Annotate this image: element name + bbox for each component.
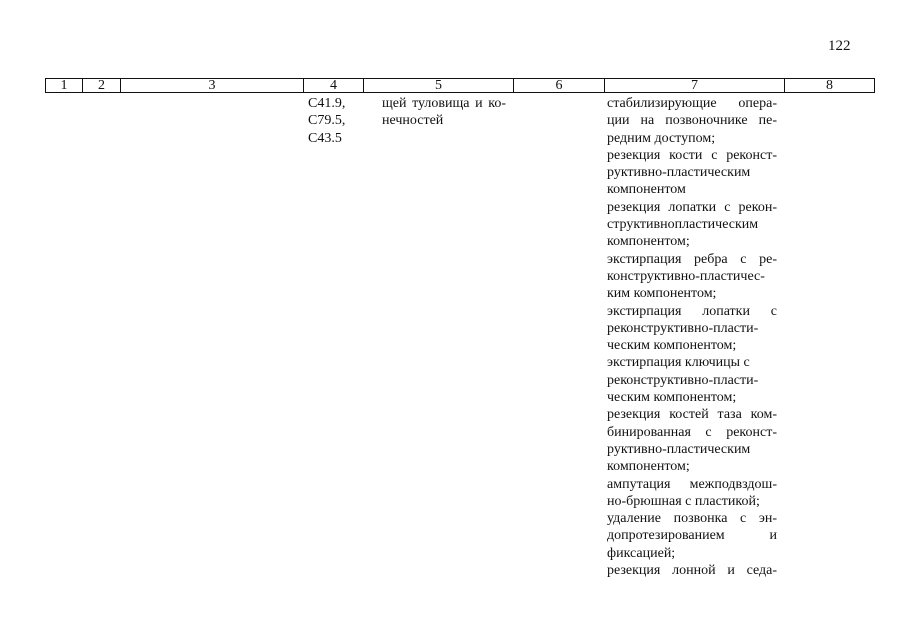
column-7-line: конструктивно-пластичес- — [607, 268, 765, 284]
column-7-line: компонентом; — [607, 459, 690, 475]
column-7-line: реконструктивно-пласти- — [607, 320, 759, 336]
column-7-line: руктивно-пластическим — [607, 441, 751, 457]
column-4-line: C41.9, — [308, 96, 346, 111]
column-7-line: ческим компонентом; — [607, 390, 737, 406]
column-7-line: экстирпация лопатки с — [607, 303, 777, 319]
column-7-line: резекция лопатки с рекон- — [607, 199, 777, 215]
column-4-line: C79.5, — [308, 113, 346, 129]
column-7-line: резекция лонной и седа- — [607, 563, 777, 579]
header-cell-6: 6 — [513, 79, 604, 92]
page-number: 122 — [828, 38, 851, 54]
column-7-line: ким компонентом; — [607, 286, 717, 302]
column-7-line: ческим компонентом; — [607, 338, 737, 354]
column-7-line: но-брюшная с пластикой; — [607, 493, 760, 509]
column-7-line: компонентом; — [607, 234, 690, 250]
column-5-line: нечностей — [382, 113, 444, 129]
column-7-line: структивнопластическим — [607, 217, 759, 233]
column-5-cell — [382, 95, 506, 130]
column-7-line: экстирпация ребра с ре- — [607, 251, 777, 267]
column-7-line: ции на позвоночнике пе- — [607, 113, 777, 129]
header-cell-7: 7 — [604, 79, 784, 92]
column-7-line: руктивно-пластическим — [607, 165, 751, 181]
column-7-line: резекция кости с реконст- — [607, 147, 777, 163]
table-header-row — [45, 78, 875, 93]
header-cell-1: 1 — [60, 78, 68, 93]
header-cell-3: 3 — [120, 79, 303, 92]
column-7-cell — [607, 95, 777, 579]
column-4-line: C43.5 — [308, 130, 342, 146]
column-7-line: ампутация межподвздош- — [607, 476, 777, 492]
header-cell-5: 5 — [363, 79, 513, 92]
column-7-line: бинированная с реконст- — [607, 424, 777, 440]
column-5-line: щей туловища и ко- — [382, 96, 506, 111]
column-7-line: стабилизирующие опера- — [607, 96, 777, 111]
column-7-line: допротезированием и — [607, 528, 777, 544]
column-7-line: реконструктивно-пласти- — [607, 372, 759, 388]
column-4-cell — [308, 95, 364, 147]
column-7-line: редним доступом; — [607, 130, 716, 146]
header-cell-8: 8 — [784, 79, 874, 92]
column-7-line: удаление позвонка с эн- — [607, 511, 777, 527]
column-7-line: экстирпация ключицы с — [607, 355, 750, 371]
column-7-line: фиксацией; — [607, 545, 676, 561]
header-cell-4: 4 — [303, 79, 363, 92]
column-7-line: резекция костей таза ком- — [607, 407, 777, 423]
column-7-line: компонентом — [607, 182, 686, 198]
header-cell-2: 2 — [82, 79, 120, 92]
